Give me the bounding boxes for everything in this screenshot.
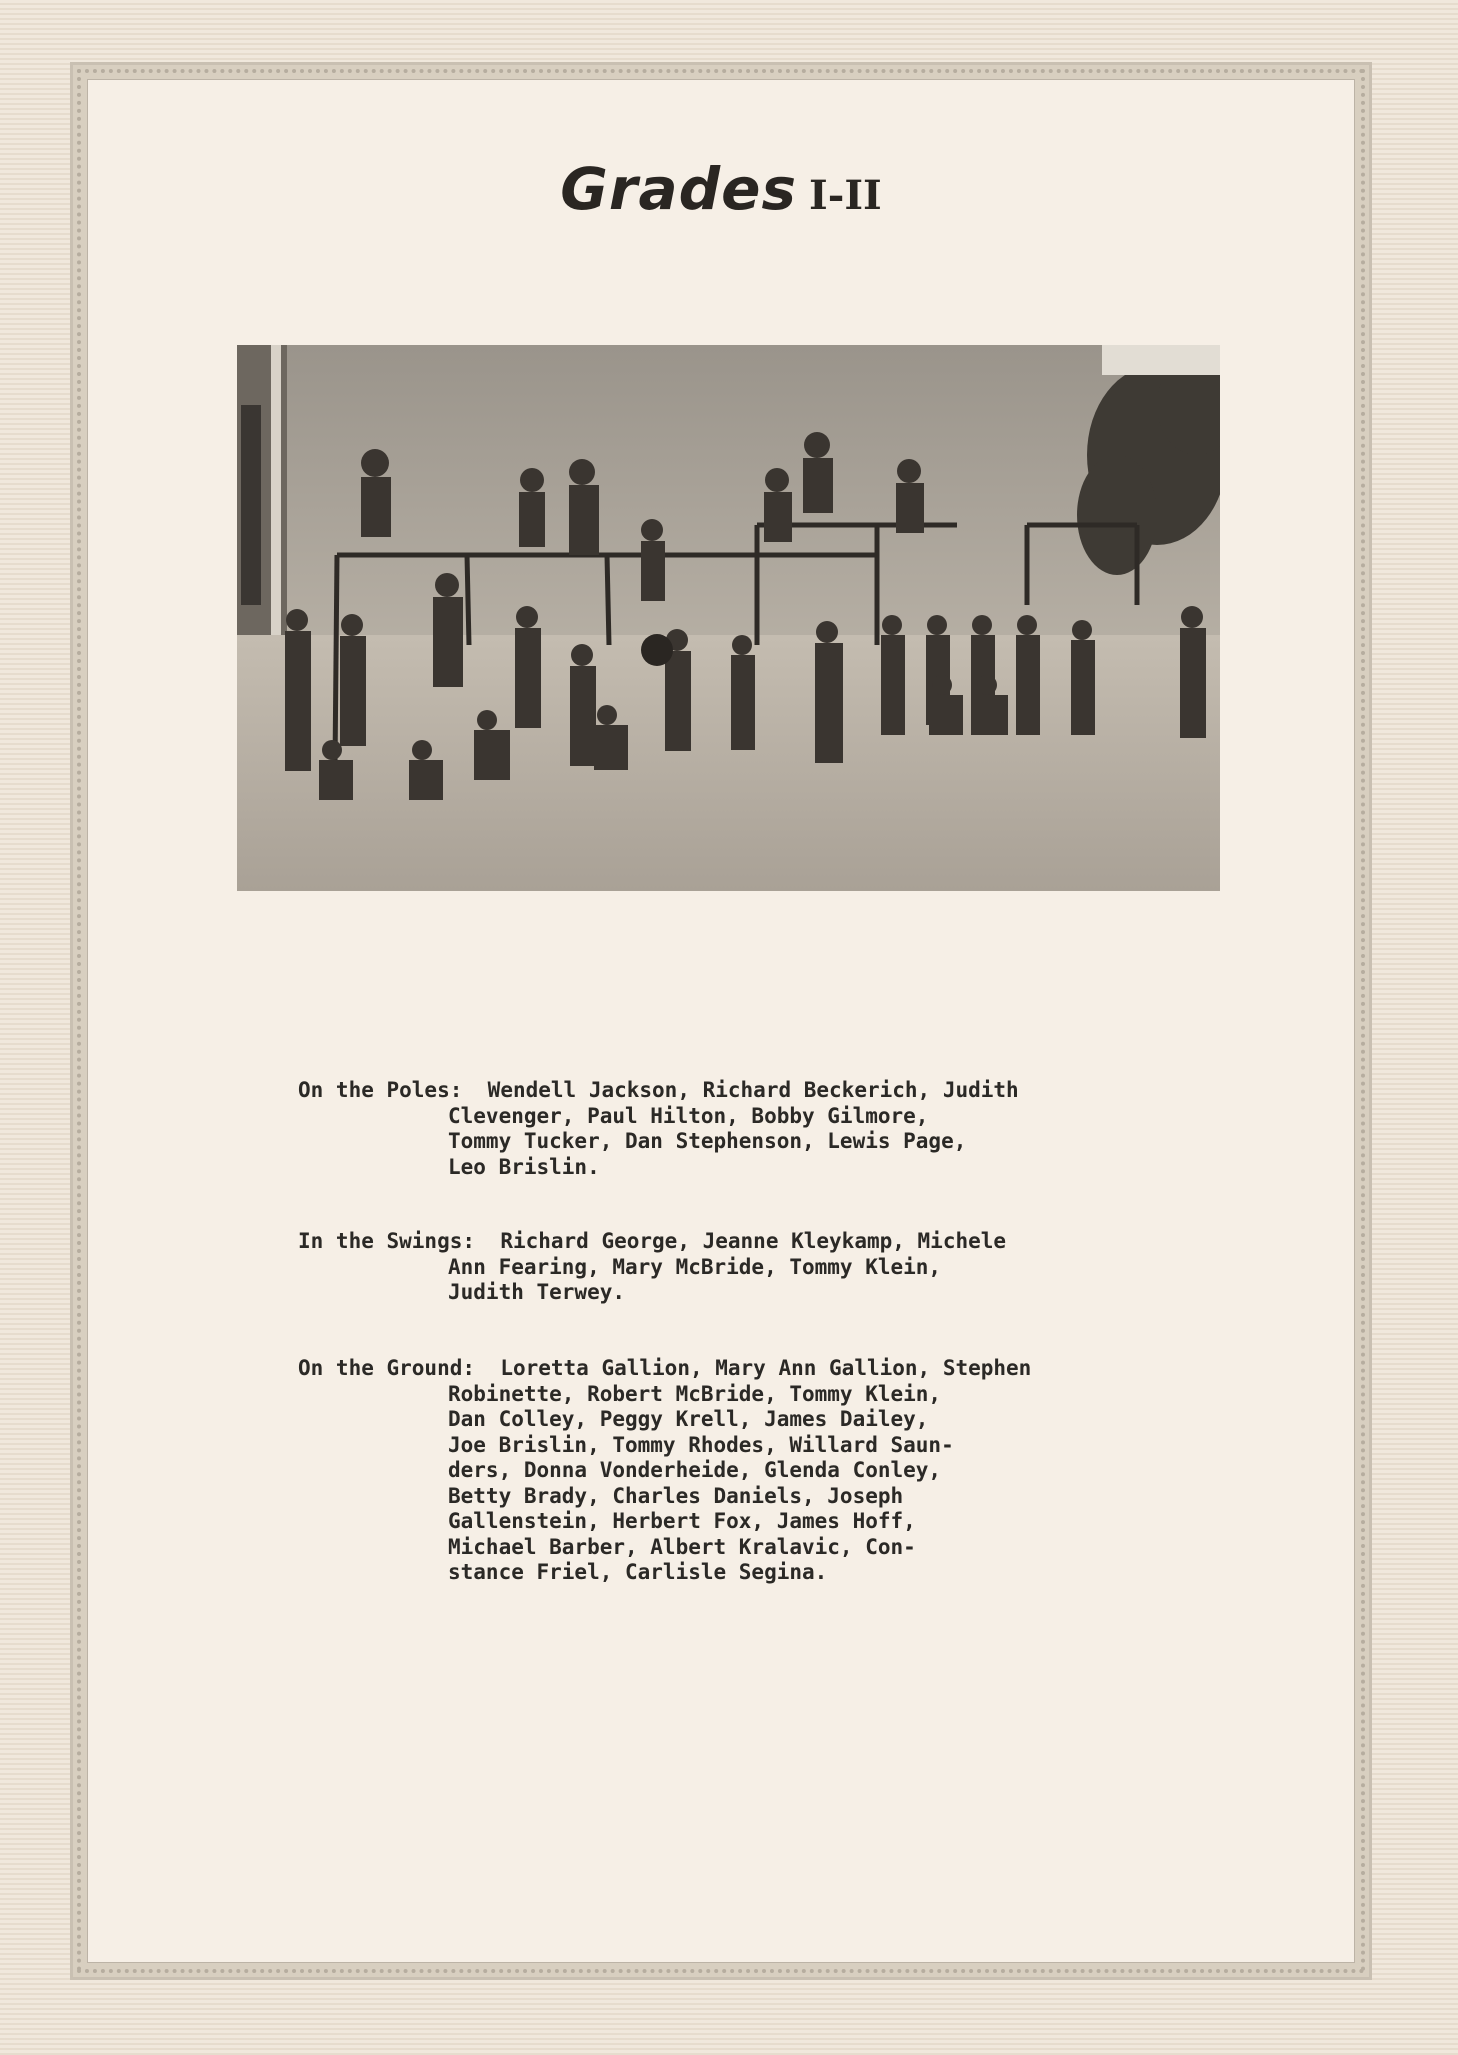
caption-line: Ann Fearing, Mary McBride, Tommy Klein, (448, 1254, 942, 1279)
page-title-numeral: I-II (809, 172, 882, 219)
caption-line: ders, Donna Vonderheide, Glenda Conley, (448, 1458, 942, 1482)
caption-group-ground (298, 1356, 1258, 1586)
page-border (70, 62, 1372, 1980)
page-title-text: Grades (560, 155, 797, 223)
caption-label: On the Ground: (298, 1356, 476, 1380)
caption-line: Dan Colley, Peggy Krell, James Dailey, (448, 1407, 929, 1431)
caption-group-swings (298, 1229, 1258, 1306)
caption-label: In the Swings: (298, 1229, 476, 1253)
yearbook-page (87, 79, 1355, 1963)
caption-line: Tommy Tucker, Dan Stephenson, Lewis Page, (448, 1129, 967, 1153)
caption-names: Loretta Gallion, Mary Ann Gallion, Stephen (500, 1356, 1032, 1380)
caption-label: On the Poles: (298, 1078, 463, 1102)
caption-line: Leo Brislin. (448, 1154, 600, 1179)
caption-names: Wendell Jackson, Richard Beckerich, Judith (487, 1078, 1019, 1102)
caption-line: Betty Brady, Charles Daniels, Joseph (448, 1483, 904, 1508)
caption-line: Robinette, Robert McBride, Tommy Klein, (448, 1381, 942, 1406)
caption-line: Joe Brislin, Tommy Rhodes, Willard Saun- (448, 1432, 954, 1457)
caption-names: Richard George, Jeanne Kleykamp, Michele (500, 1229, 1007, 1253)
caption-line: Michael Barber, Albert Kralavic, Con- (448, 1534, 916, 1559)
caption-line: stance Friel, Carlisle Segina. (448, 1560, 828, 1584)
page-title (88, 155, 1354, 223)
caption-line: Clevenger, Paul Hilton, Bobby Gilmore, (448, 1103, 929, 1128)
class-photo (237, 345, 1220, 891)
caption-line: Gallenstein, Herbert Fox, James Hoff, (448, 1509, 916, 1533)
caption-line: Judith Terwey. (448, 1280, 626, 1304)
caption-group-poles (298, 1078, 1258, 1180)
